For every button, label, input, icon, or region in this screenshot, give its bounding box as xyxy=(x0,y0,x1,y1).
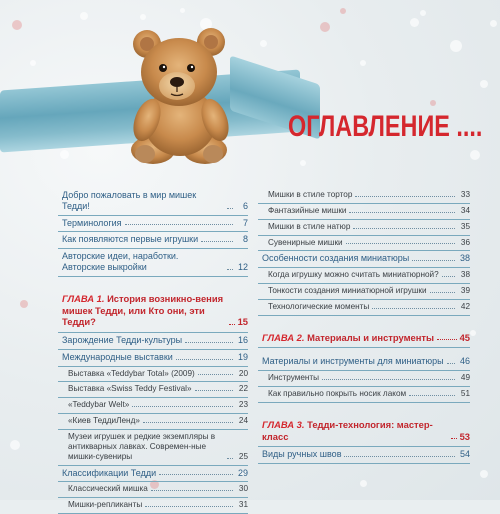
toc-entry-title: Зарождение Тедди-культуры xyxy=(62,335,183,346)
bokeh-dot xyxy=(470,330,476,336)
toc-leader-dots xyxy=(346,243,455,244)
toc-leader-dots xyxy=(185,342,233,343)
toc-leader-dots xyxy=(132,406,233,407)
toc-page-number: 42 xyxy=(460,301,470,311)
toc-entry-title: Музеи игрушек и редкие экземпляры в антикварных лавках. Современ-ные мишки-сувениры xyxy=(68,432,216,461)
toc-entry-title: Когда игрушку можно считать миниатюрной? xyxy=(268,270,439,280)
toc-entry[interactable] xyxy=(58,466,248,483)
toc-entry-title: Виды ручных швов xyxy=(262,449,342,460)
toc-entry-title: Как правильно покрыть носик лаком xyxy=(268,389,407,399)
toc-page-number: 31 xyxy=(238,500,248,510)
toc-leader-dots xyxy=(201,241,233,242)
toc-page-number: 24 xyxy=(238,416,248,426)
toc-page-number: 19 xyxy=(237,351,248,362)
toc-subentry[interactable] xyxy=(58,498,248,514)
toc-page-number: 22 xyxy=(238,384,248,394)
toc-entry-title: Тонкости создания миниатюрной игрушки xyxy=(268,286,427,296)
toc-right-column xyxy=(258,188,470,464)
bokeh-dot xyxy=(60,150,69,159)
bokeh-dot xyxy=(490,20,497,27)
bokeh-dot xyxy=(360,480,367,487)
toc-subentry[interactable] xyxy=(258,300,470,316)
toc-leader-dots xyxy=(227,458,233,459)
toc-page-number: 12 xyxy=(237,261,248,272)
toc-entry[interactable] xyxy=(58,333,248,350)
toc-page-number: 16 xyxy=(237,335,248,346)
toc-spacer xyxy=(58,277,248,289)
toc-page-number: 25 xyxy=(238,451,248,461)
toc-chapter-entry[interactable] xyxy=(258,328,470,349)
toc-spacer xyxy=(258,316,470,328)
toc-entry-title: Авторские идеи, наработки. Авторские выкройки xyxy=(62,251,179,272)
toc-page-number: 39 xyxy=(460,286,470,296)
toc-page-number: 33 xyxy=(460,190,470,199)
toc-page-number: 20 xyxy=(238,368,248,378)
toc-leader-dots xyxy=(344,456,455,457)
toc-leader-dots xyxy=(409,395,455,396)
toc-page-number: 30 xyxy=(238,484,248,494)
toc-leader-dots xyxy=(349,212,455,213)
toc-chapter-text xyxy=(262,419,448,443)
toc-page-number: 29 xyxy=(237,467,248,478)
toc-subentry[interactable] xyxy=(58,430,248,466)
toc-subentry[interactable] xyxy=(58,414,248,430)
bokeh-dot xyxy=(180,8,185,13)
toc-left-column xyxy=(58,188,248,514)
toc-leader-dots xyxy=(229,324,235,325)
toc-page-number: 35 xyxy=(460,221,470,231)
toc-page-number: 8 xyxy=(242,234,248,245)
bokeh-dot xyxy=(410,18,419,27)
toc-entry-title: Мишки в стиле тортор xyxy=(268,190,353,199)
toc-entry-title: Терминология xyxy=(62,217,122,228)
toc-leader-dots xyxy=(198,374,233,375)
toc-entry-title: Выставка «Teddybar Total» (2009) xyxy=(68,368,195,378)
toc-page-number: 54 xyxy=(459,449,470,460)
toc-entry[interactable] xyxy=(58,188,248,216)
bokeh-dot xyxy=(470,150,480,160)
toc-subentry[interactable] xyxy=(58,367,248,383)
toc-page-number: 51 xyxy=(460,389,470,399)
toc-page-number: 49 xyxy=(460,373,470,383)
toc-leader-dots xyxy=(437,339,457,340)
bokeh-dot xyxy=(140,14,146,20)
toc-chapter-label: ГЛАВА 2. xyxy=(262,331,305,343)
toc-page-number: 45 xyxy=(459,331,470,343)
toc-leader-dots xyxy=(442,276,455,277)
toc-leader-dots xyxy=(353,228,455,229)
toc-subentry[interactable] xyxy=(58,398,248,414)
toc-entry[interactable] xyxy=(258,251,470,268)
toc-entry-title: Особенности создания миниатюры xyxy=(262,253,410,264)
toc-entry[interactable] xyxy=(58,216,248,233)
toc-entry[interactable] xyxy=(58,232,248,249)
toc-page-number: 38 xyxy=(459,253,470,264)
toc-chapter-title: Тедди-технология: мастер-класс xyxy=(262,418,433,442)
toc-entry-title: Сувенирные мишки xyxy=(268,237,343,247)
bokeh-dot xyxy=(260,40,267,47)
toc-chapter-title: История возникно-вения мишек Тедди, или Кто они, эти Тедди? xyxy=(62,292,224,328)
toc-page-number: 15 xyxy=(237,316,248,328)
toc-page-number: 23 xyxy=(238,400,248,410)
toc-page-number: 36 xyxy=(460,237,470,247)
toc-chapter-text xyxy=(262,332,434,344)
toc-entry-title: Как появляются первые игрушки xyxy=(62,234,199,245)
toc-page-number: 46 xyxy=(459,356,470,367)
toc-subentry[interactable] xyxy=(258,371,470,387)
toc-leader-dots xyxy=(412,260,455,261)
toc-subentry[interactable] xyxy=(58,382,248,398)
toc-entry-title: «Киев ТеддиЛенд» xyxy=(68,416,140,426)
bokeh-dot xyxy=(360,60,366,66)
toc-entry[interactable] xyxy=(258,354,470,371)
toc-subentry[interactable] xyxy=(258,268,470,284)
bokeh-dot xyxy=(10,440,20,450)
toc-subentry[interactable] xyxy=(258,236,470,252)
toc-leader-dots xyxy=(227,269,233,270)
toc-entry-title: Международные выставки xyxy=(62,351,173,362)
toc-entry-title: Мишки-репликанты xyxy=(68,500,143,510)
toc-entry[interactable] xyxy=(258,447,470,464)
bokeh-dot xyxy=(80,12,88,20)
toc-leader-dots xyxy=(159,474,233,475)
toc-subentry[interactable] xyxy=(258,387,470,403)
bokeh-dot xyxy=(430,100,436,106)
toc-leader-dots xyxy=(451,438,457,439)
bokeh-dot xyxy=(450,40,462,52)
toc-subentry[interactable] xyxy=(258,204,470,220)
toc-entry-title: Добро пожаловать в мир мишек Тедди! xyxy=(62,190,197,211)
bokeh-dot xyxy=(20,300,28,308)
bokeh-dot xyxy=(480,80,488,88)
bokeh-dot xyxy=(340,8,346,14)
bokeh-dot xyxy=(480,470,488,478)
toc-chapter-label: ГЛАВА 1. xyxy=(62,292,105,304)
toc-leader-dots xyxy=(145,506,233,507)
toc-chapter-text xyxy=(62,293,226,328)
toc-spacer xyxy=(258,403,470,415)
bokeh-dot xyxy=(30,60,36,66)
toc-leader-dots xyxy=(322,379,455,380)
toc-entry-title: Классификации Тедди xyxy=(62,467,157,478)
toc-leader-dots xyxy=(227,208,233,209)
bokeh-dot xyxy=(320,22,330,32)
toc-chapter-label: ГЛАВА 3. xyxy=(262,418,305,430)
toc-entry-title: Мишки в стиле натюр xyxy=(268,221,351,231)
teddy-bear-icon xyxy=(105,22,255,172)
toc-entry-title: Инструменты xyxy=(268,373,320,383)
toc-leader-dots xyxy=(355,196,455,197)
toc-leader-dots xyxy=(430,292,455,293)
toc-subentry[interactable] xyxy=(258,284,470,300)
toc-page-number: 6 xyxy=(242,200,248,211)
toc-leader-dots xyxy=(372,308,455,309)
toc-chapter-entry[interactable] xyxy=(258,415,470,448)
toc-leader-dots xyxy=(195,390,233,391)
toc-entry-title: Выставка «Swiss Teddy Festival» xyxy=(68,384,192,394)
toc-leader-dots xyxy=(176,359,233,360)
toc-page-number: 7 xyxy=(242,217,248,228)
toc-leader-dots xyxy=(151,490,233,491)
bokeh-dot xyxy=(420,10,426,16)
bokeh-dot xyxy=(300,160,306,166)
toc-subentry[interactable] xyxy=(258,220,470,236)
toc-leader-dots xyxy=(143,422,233,423)
toc-entry-title: Фантазийные мишки xyxy=(268,205,347,215)
toc-entry[interactable] xyxy=(58,249,248,277)
toc-entry[interactable] xyxy=(58,350,248,367)
bokeh-dot xyxy=(12,20,22,30)
toc-page-number: 38 xyxy=(460,270,470,280)
toc-leader-dots xyxy=(447,363,455,364)
toc-page-number: 34 xyxy=(460,205,470,215)
toc-leader-dots xyxy=(125,224,233,225)
toc-entry-title: Классический мишка xyxy=(68,484,148,494)
page-title: ОГЛАВЛЕНИЕ .... xyxy=(288,110,483,143)
toc-entry-title: Материалы и инструменты для миниатюры xyxy=(262,356,444,367)
toc-entry-title: Технологические моменты xyxy=(268,301,370,311)
toc-subentry[interactable] xyxy=(258,188,470,204)
toc-entry-title: «Teddybar Welt» xyxy=(68,400,130,410)
toc-page-number: 53 xyxy=(459,430,470,442)
toc-chapter-title: Материалы и инструменты xyxy=(307,331,434,343)
toc-chapter-entry[interactable] xyxy=(58,289,248,333)
toc-subentry[interactable] xyxy=(58,482,248,498)
